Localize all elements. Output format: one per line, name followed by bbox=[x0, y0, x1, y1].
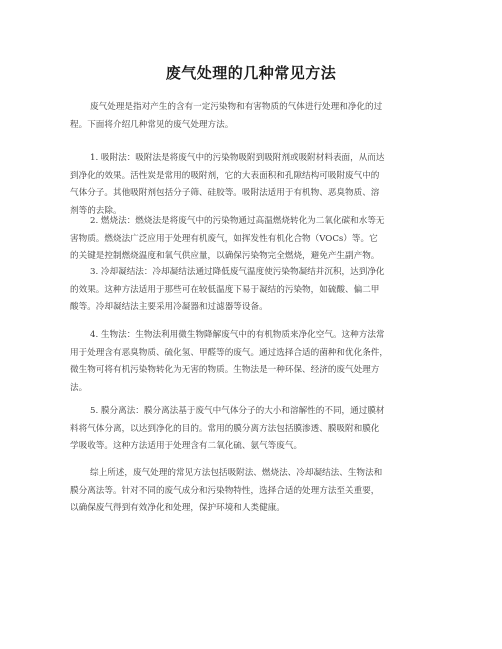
paragraph-line: 剂等的去除。 bbox=[70, 205, 122, 216]
paragraph-line: 程。下面将介绍几种常见的废气处理方法。 bbox=[70, 119, 234, 130]
paragraph-line: 气体分子。其他吸附剂包括分子筛、硅胶等。吸附法适用于有机物、恶臭物质、溶 bbox=[70, 188, 380, 199]
page-title: 废气处理的几种常见方法 bbox=[165, 64, 337, 82]
paragraph-line: 综上所述，废气处理的常见方法包括吸附法、燃烧法、冷却凝结法、生物法和 bbox=[90, 468, 383, 478]
paragraph-line: 4. 生物法：生物法利用微生物降解废气中的有机物质来净化空气。这种方法常 bbox=[90, 330, 385, 340]
paragraph-line: 酸等。冷却凝结法主要采用冷凝器和过滤器等设备。 bbox=[70, 302, 268, 313]
paragraph-line: 膜分离法等。针对不同的废气成分和污染物特性，选择合适的处理方法至关重要， bbox=[70, 485, 380, 496]
paragraph-line: 害物质。燃烧法广泛应用于处理有机废气，如挥发性有机化合物（VOCs）等。它 bbox=[70, 233, 378, 244]
paragraph-line: 2. 燃烧法：燃烧法是将废气中的污染物通过高温燃烧转化为二氧化碳和水等无 bbox=[90, 216, 385, 226]
paragraph-line: 用于处理含有恶臭物质、硫化氢、甲醛等的废气。通过选择合适的菌种和优化条件， bbox=[70, 347, 388, 358]
paragraph-line: 学吸收等。这种方法适用于处理含有二氧化硫、氨气等废气。 bbox=[70, 441, 303, 452]
paragraph-line: 的关键是控制燃烧温度和氧气供应量，以确保污染物完全燃烧，避免产生副产物。 bbox=[70, 251, 380, 262]
paragraph-line: 的效果。这种方法适用于那些可在较低温度下易于凝结的污染物，如硫酸、偏二甲 bbox=[70, 284, 380, 295]
paragraph-line: 5. 膜分离法：膜分离法基于废气中气体分子的大小和溶解性的不同，通过膜材 bbox=[90, 406, 385, 416]
paragraph-line: 到净化的效果。活性炭是常用的吸附剂，它的大表面积和孔隙结构可吸附废气中的 bbox=[70, 170, 380, 181]
paragraph-line: 以确保废气得到有效净化和处理，保护环境和人类健康。 bbox=[70, 503, 285, 514]
paragraph-line: 废气处理是指对产生的含有一定污染物和有害物质的气体进行处理和净化的过 bbox=[90, 102, 383, 112]
paragraph-line: 法。 bbox=[70, 382, 88, 393]
paragraph-line: 料将气体分离，以达到净化的目的。常用的膜分离方法包括膜渗透、膜吸附和膜化 bbox=[70, 423, 380, 434]
paragraph-line: 微生物可将有机污染物转化为无害的物质。生物法是一种环保、经济的废气处理方 bbox=[70, 365, 380, 376]
paragraph-line: 1. 吸附法：吸附法是将废气中的污染物吸附到吸附剂或吸附材料表面，从而达 bbox=[90, 153, 385, 163]
paragraph-line: 3. 冷却凝结法：冷却凝结法通过降低废气温度使污染物凝结并沉积，达到净化 bbox=[90, 267, 385, 277]
